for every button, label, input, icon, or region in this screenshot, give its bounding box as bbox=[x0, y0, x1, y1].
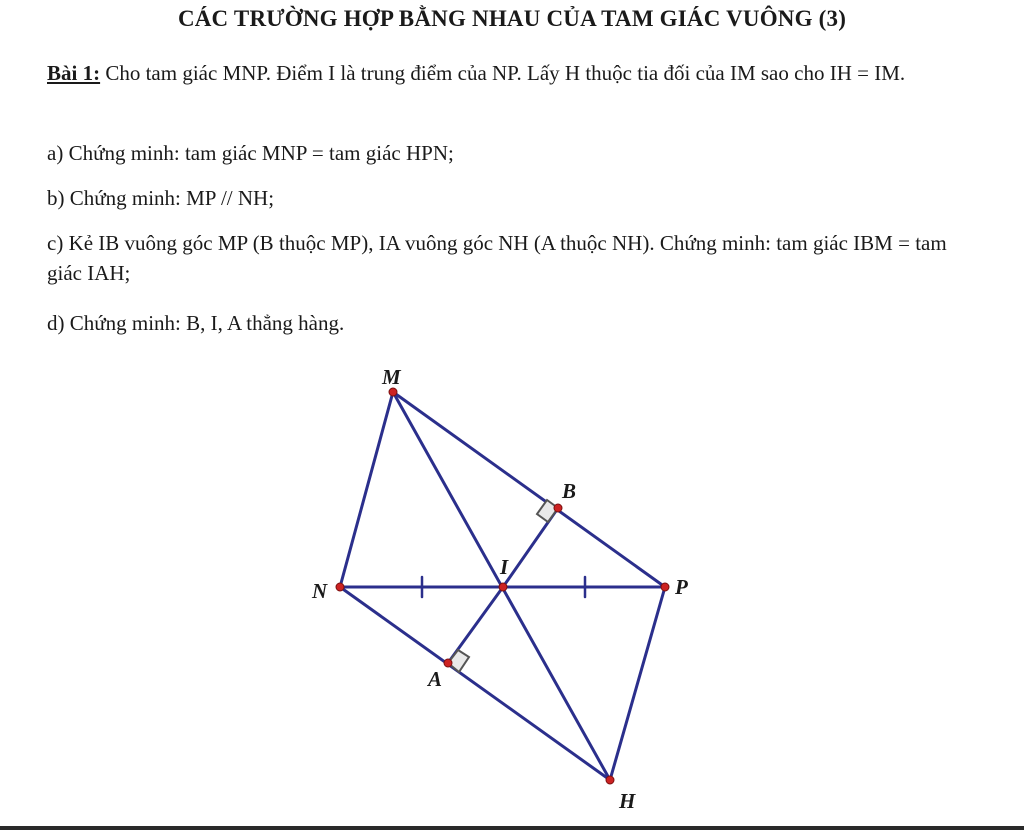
point-P bbox=[661, 583, 669, 591]
point-B bbox=[554, 504, 562, 512]
label-N: N bbox=[312, 579, 328, 603]
segment-PH bbox=[610, 587, 665, 780]
point-M bbox=[389, 388, 397, 396]
point-N bbox=[336, 583, 344, 591]
part-c: c) Kẻ IB vuông góc MP (B thuộc MP), IA vuông góc NH (A thuộc NH). Chứng minh: tam giác IBM = tam giác IAH; bbox=[47, 231, 947, 285]
segment-NH bbox=[340, 587, 610, 780]
point-A bbox=[444, 659, 452, 667]
segment-MN bbox=[340, 392, 393, 587]
label-M: M bbox=[382, 365, 401, 389]
exercise-label: Bài 1: bbox=[47, 61, 101, 85]
point-H bbox=[606, 776, 614, 784]
label-B: B bbox=[562, 479, 577, 503]
page-title: CÁC TRƯỜNG HỢP BẰNG NHAU CỦA TAM GIÁC VUÔNG (3) bbox=[177, 6, 847, 31]
label-P: P bbox=[675, 575, 688, 599]
part-d: d) Chứng minh: B, I, A thẳng hàng. bbox=[47, 311, 345, 335]
part-a: a) Chứng minh: tam giác MNP = tam giác HPN; bbox=[47, 141, 454, 165]
segment-MP bbox=[393, 392, 665, 587]
label-I: I bbox=[500, 555, 509, 579]
point-I bbox=[499, 583, 507, 591]
label-H: H bbox=[619, 789, 636, 813]
exercise-text: Cho tam giác MNP. Điểm I là trung điểm của NP. Lấy H thuộc tia đối của IM sao cho IH = IM. bbox=[100, 61, 906, 85]
part-b: b) Chứng minh: MP // NH; bbox=[47, 186, 275, 210]
label-A: A bbox=[428, 667, 443, 691]
